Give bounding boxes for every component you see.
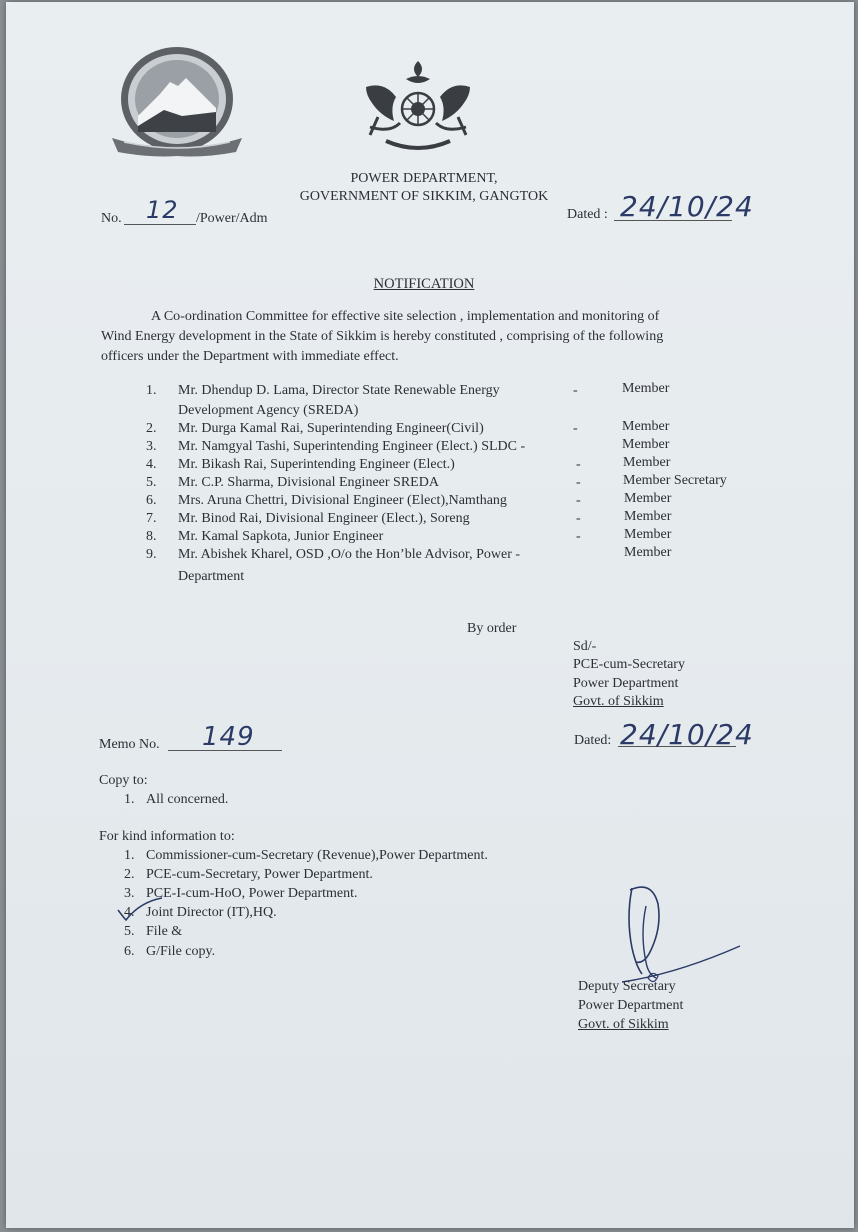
member-num: 8. — [146, 529, 157, 544]
state-emblem — [356, 57, 480, 157]
ref-no-suffix: /Power/Adm — [196, 211, 268, 226]
copy-to-label: Copy to: — [99, 773, 148, 788]
info-text: G/File copy. — [146, 944, 216, 959]
list-item — [146, 381, 670, 400]
list-item — [124, 866, 373, 884]
member-role: Member — [624, 545, 672, 560]
member-list — [146, 382, 766, 592]
member-role: Member — [624, 527, 672, 542]
member-role: Member — [622, 419, 670, 434]
memo-dated-label: Dated: — [574, 733, 612, 748]
member-name-cont: Development Agency (SREDA) — [178, 403, 359, 418]
copy-num: 1. — [124, 792, 135, 807]
info-text: Joint Director (IT),HQ. — [146, 905, 277, 920]
memo-value: 149 — [202, 722, 255, 752]
member-role: Member — [622, 381, 670, 396]
info-text: Commissioner-cum-Secretary (Revenue),Power Department. — [146, 848, 488, 863]
list-item — [124, 791, 228, 809]
sign1-govt: Govt. of Sikkim — [573, 694, 664, 709]
list-item — [124, 923, 182, 941]
member-num: 2. — [146, 421, 157, 436]
list-item — [146, 545, 672, 564]
member-role: Member Secretary — [623, 473, 727, 488]
member-name: Mr. C.P. Sharma, Divisional Engineer SREDA — [178, 475, 439, 490]
member-name: Mr. Dhendup D. Lama, Director State Renewable Energy — [178, 383, 500, 398]
notification-title: NOTIFICATION — [373, 276, 475, 292]
info-to-label: For kind information to: — [99, 829, 235, 844]
list-item — [146, 437, 670, 456]
member-num: 4. — [146, 457, 157, 472]
dated-label: Dated : — [567, 207, 608, 222]
info-num: 6. — [124, 944, 135, 959]
by-order: By order — [467, 621, 517, 636]
memo-dated-value: 24/10/24 — [620, 718, 754, 751]
sign2-govt: Govt. of Sikkim — [578, 1017, 669, 1032]
member-name-cont: Department — [178, 569, 245, 584]
body-line-3: officers under the Department with immediate effect. — [101, 349, 399, 364]
member-role: Member — [624, 491, 672, 506]
sign2-dept: Power Department — [578, 998, 684, 1013]
member-num: 6. — [146, 493, 157, 508]
info-num: 1. — [124, 848, 135, 863]
member-name: Mr. Binod Rai, Divisional Engineer (Elect.), Soreng — [178, 511, 470, 526]
info-text: PCE-I-cum-HoO, Power Department. — [146, 886, 358, 901]
list-item — [146, 473, 727, 492]
dept-line-1: POWER DEPARTMENT, — [350, 171, 498, 186]
sikkim-mountain-emblem — [104, 42, 250, 160]
member-name: Mr. Bikash Rai, Superintending Engineer (Elect.) — [178, 457, 455, 472]
ref-no-line — [124, 224, 196, 225]
info-num: 4. — [124, 905, 135, 920]
member-name: Mr. Namgyal Tashi, Superintending Engineer (Elect.) SLDC - — [178, 439, 526, 454]
member-num: 5. — [146, 475, 157, 490]
info-num: 3. — [124, 886, 135, 901]
body-line-1: A Co-ordination Committee for effective site selection , implementation and monitoring of — [151, 309, 660, 324]
member-role: Member — [624, 509, 672, 524]
info-text: File & — [146, 924, 183, 939]
info-num: 5. — [124, 924, 135, 939]
member-dash: - — [573, 383, 578, 398]
list-item — [124, 847, 488, 865]
body-line-2: Wind Energy development in the State of Sikkim is hereby constituted , comprising of the following — [101, 329, 664, 344]
member-num: 9. — [146, 547, 157, 562]
member-name: Mr. Kamal Sapkota, Junior Engineer — [178, 529, 384, 544]
memo-label: Memo No. — [99, 737, 160, 752]
list-item — [146, 509, 672, 528]
dated-value: 24/10/24 — [620, 190, 754, 223]
copy-text: All concerned. — [146, 792, 229, 807]
sign1-dept: Power Department — [573, 676, 679, 691]
list-item — [146, 527, 672, 546]
info-text: PCE-cum-Secretary, Power Department. — [146, 867, 373, 882]
member-num: 7. — [146, 511, 157, 526]
member-role: Member — [623, 455, 671, 470]
list-item — [146, 419, 670, 438]
member-role: Member — [622, 437, 670, 452]
member-dash: - — [576, 493, 581, 508]
member-num: 1. — [146, 383, 157, 398]
member-dash: - — [576, 457, 581, 472]
tick-mark-icon — [116, 896, 166, 924]
member-name: Mr. Durga Kamal Rai, Superintending Engineer(Civil) — [178, 421, 484, 436]
member-num: 3. — [146, 439, 157, 454]
sign1-sd: Sd/- — [573, 639, 597, 654]
sign1-title: PCE-cum-Secretary — [573, 657, 685, 672]
ref-no-label: No. — [101, 211, 122, 226]
member-name: Mr. Abishek Kharel, OSD ,O/o the Hon’ble Advisor, Power - — [178, 547, 521, 562]
ref-no-value: 12 — [146, 196, 179, 224]
sign2-title: Deputy Secretary — [578, 979, 676, 994]
member-name: Mrs. Aruna Chettri, Divisional Engineer (Elect),Namthang — [178, 493, 507, 508]
member-dash: - — [573, 421, 578, 436]
info-num: 2. — [124, 867, 135, 882]
member-dash: - — [576, 511, 581, 526]
dept-line-2: GOVERNMENT OF SIKKIM, GANGTOK — [299, 189, 549, 204]
list-item — [124, 943, 215, 961]
member-dash: - — [576, 529, 581, 544]
member-dash: - — [576, 475, 581, 490]
document-page — [6, 2, 854, 1228]
list-item — [146, 455, 671, 474]
list-item — [146, 491, 672, 510]
